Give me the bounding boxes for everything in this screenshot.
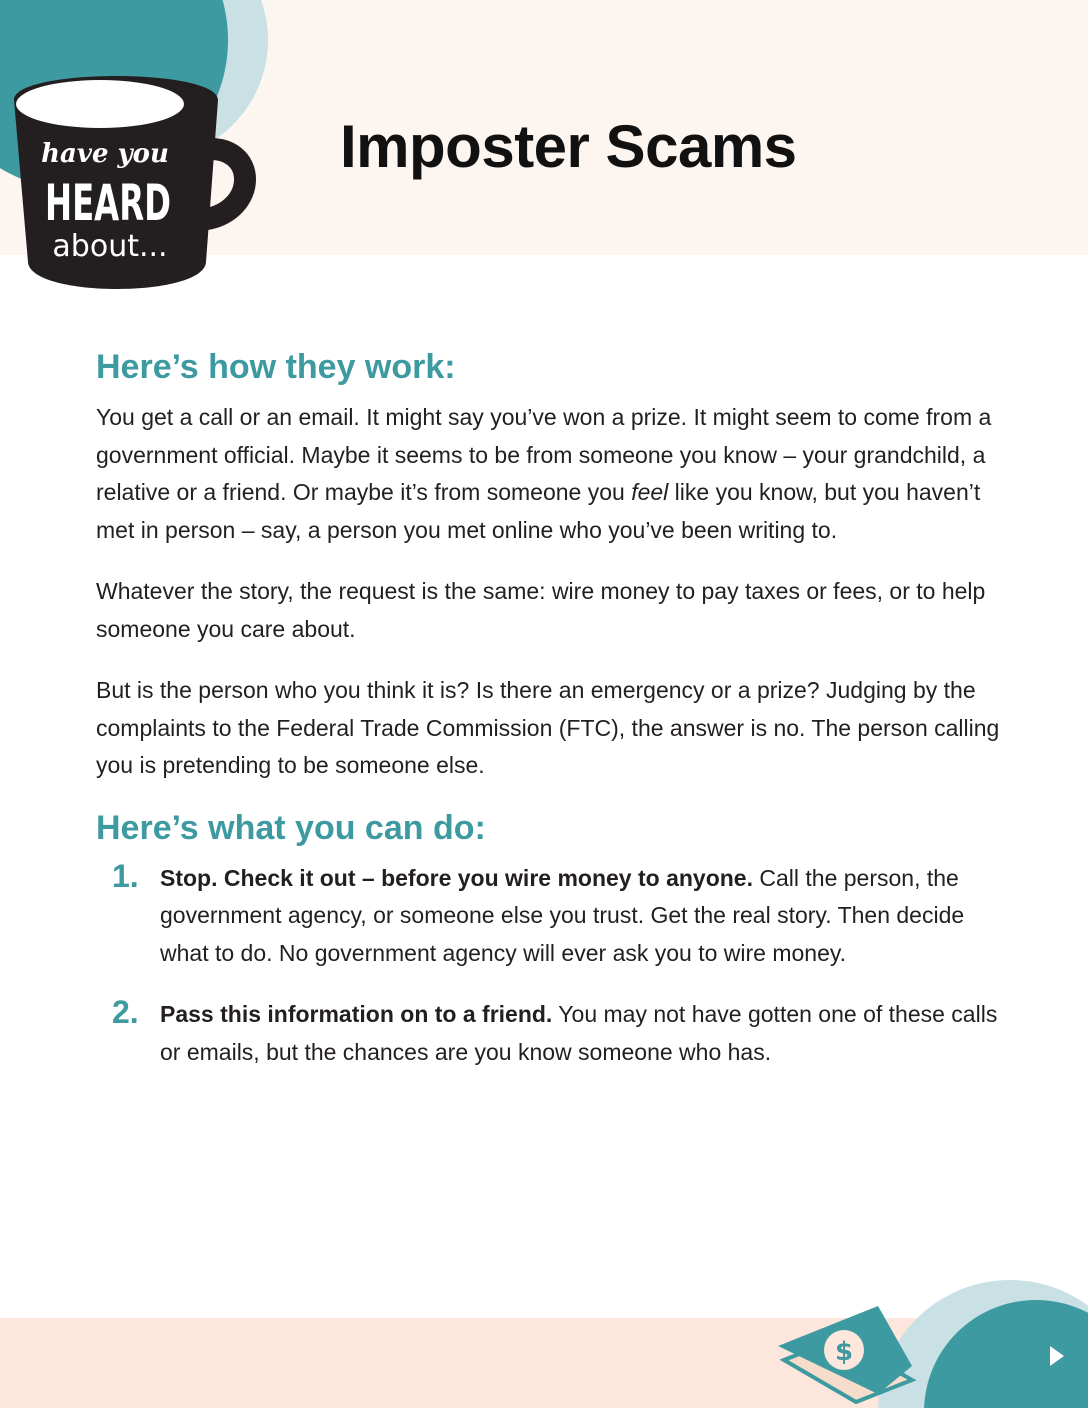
- paragraph-request: Whatever the story, the request is the same: wire money to pay taxes or fees, or to help someone you care about.: [96, 578, 986, 642]
- logo-line2: HEARD: [45, 174, 171, 232]
- step-text: You may not have gotten one of these calls or emails, but the chances are you know someone who has.: [160, 1001, 998, 1065]
- section-heading-what-you-can-do: Here’s what you can do:: [96, 808, 486, 847]
- paragraph-intro: [96, 399, 1006, 549]
- step-lead: Stop. Check it out – before you wire money to anyone.: [160, 864, 753, 891]
- step-number: 1.: [112, 857, 139, 894]
- header-decoration: [0, 0, 300, 300]
- coffee-mug-icon: [14, 76, 245, 289]
- dollar-bill-icon: [778, 1306, 912, 1402]
- step-lead: Pass this information on to a friend.: [160, 1001, 553, 1027]
- steps-list: [96, 857, 1006, 1072]
- step-text: Call the person, the government agency, or someone else you trust. Get the real story. Then decide what to do. No government agency will ever ask you to wire money.: [160, 864, 965, 966]
- list-item: [96, 996, 1006, 1071]
- next-page-arrow-icon[interactable]: [1040, 1336, 1076, 1376]
- paragraph-intro-part1: You get a call or an email. It might say you’ve won a prize. It might seem to come from a government official. Maybe it seems to be from someone you know – your grandchild, a relative or a friend. Or maybe it’s from someone you: [96, 404, 992, 505]
- section-heading-how-they-work: Here’s how they work:: [96, 348, 456, 386]
- paragraph-intro-emphasis: feel: [631, 479, 669, 505]
- logo-line1: have you: [41, 139, 169, 169]
- page-title: Imposter Scams: [340, 113, 797, 180]
- logo-line3: about...: [52, 229, 168, 264]
- paragraph-intro-part2: like you know, but you haven’t met in person – say, a person you met online who you’ve been writing to.: [96, 479, 981, 543]
- main-content: [96, 348, 1006, 1095]
- list-item: [96, 857, 1006, 973]
- paragraph-ftc: But is the person who you think it is? Is there an emergency or a prize? Judging by the complaints to the Federal Trade Commission (FTC), the answer is no. The person calling you is pretending to be someone else.: [96, 677, 1000, 778]
- step-number: 2.: [112, 994, 139, 1030]
- footer-decoration: [760, 1262, 1088, 1408]
- svg-text:$: $: [834, 1337, 854, 1367]
